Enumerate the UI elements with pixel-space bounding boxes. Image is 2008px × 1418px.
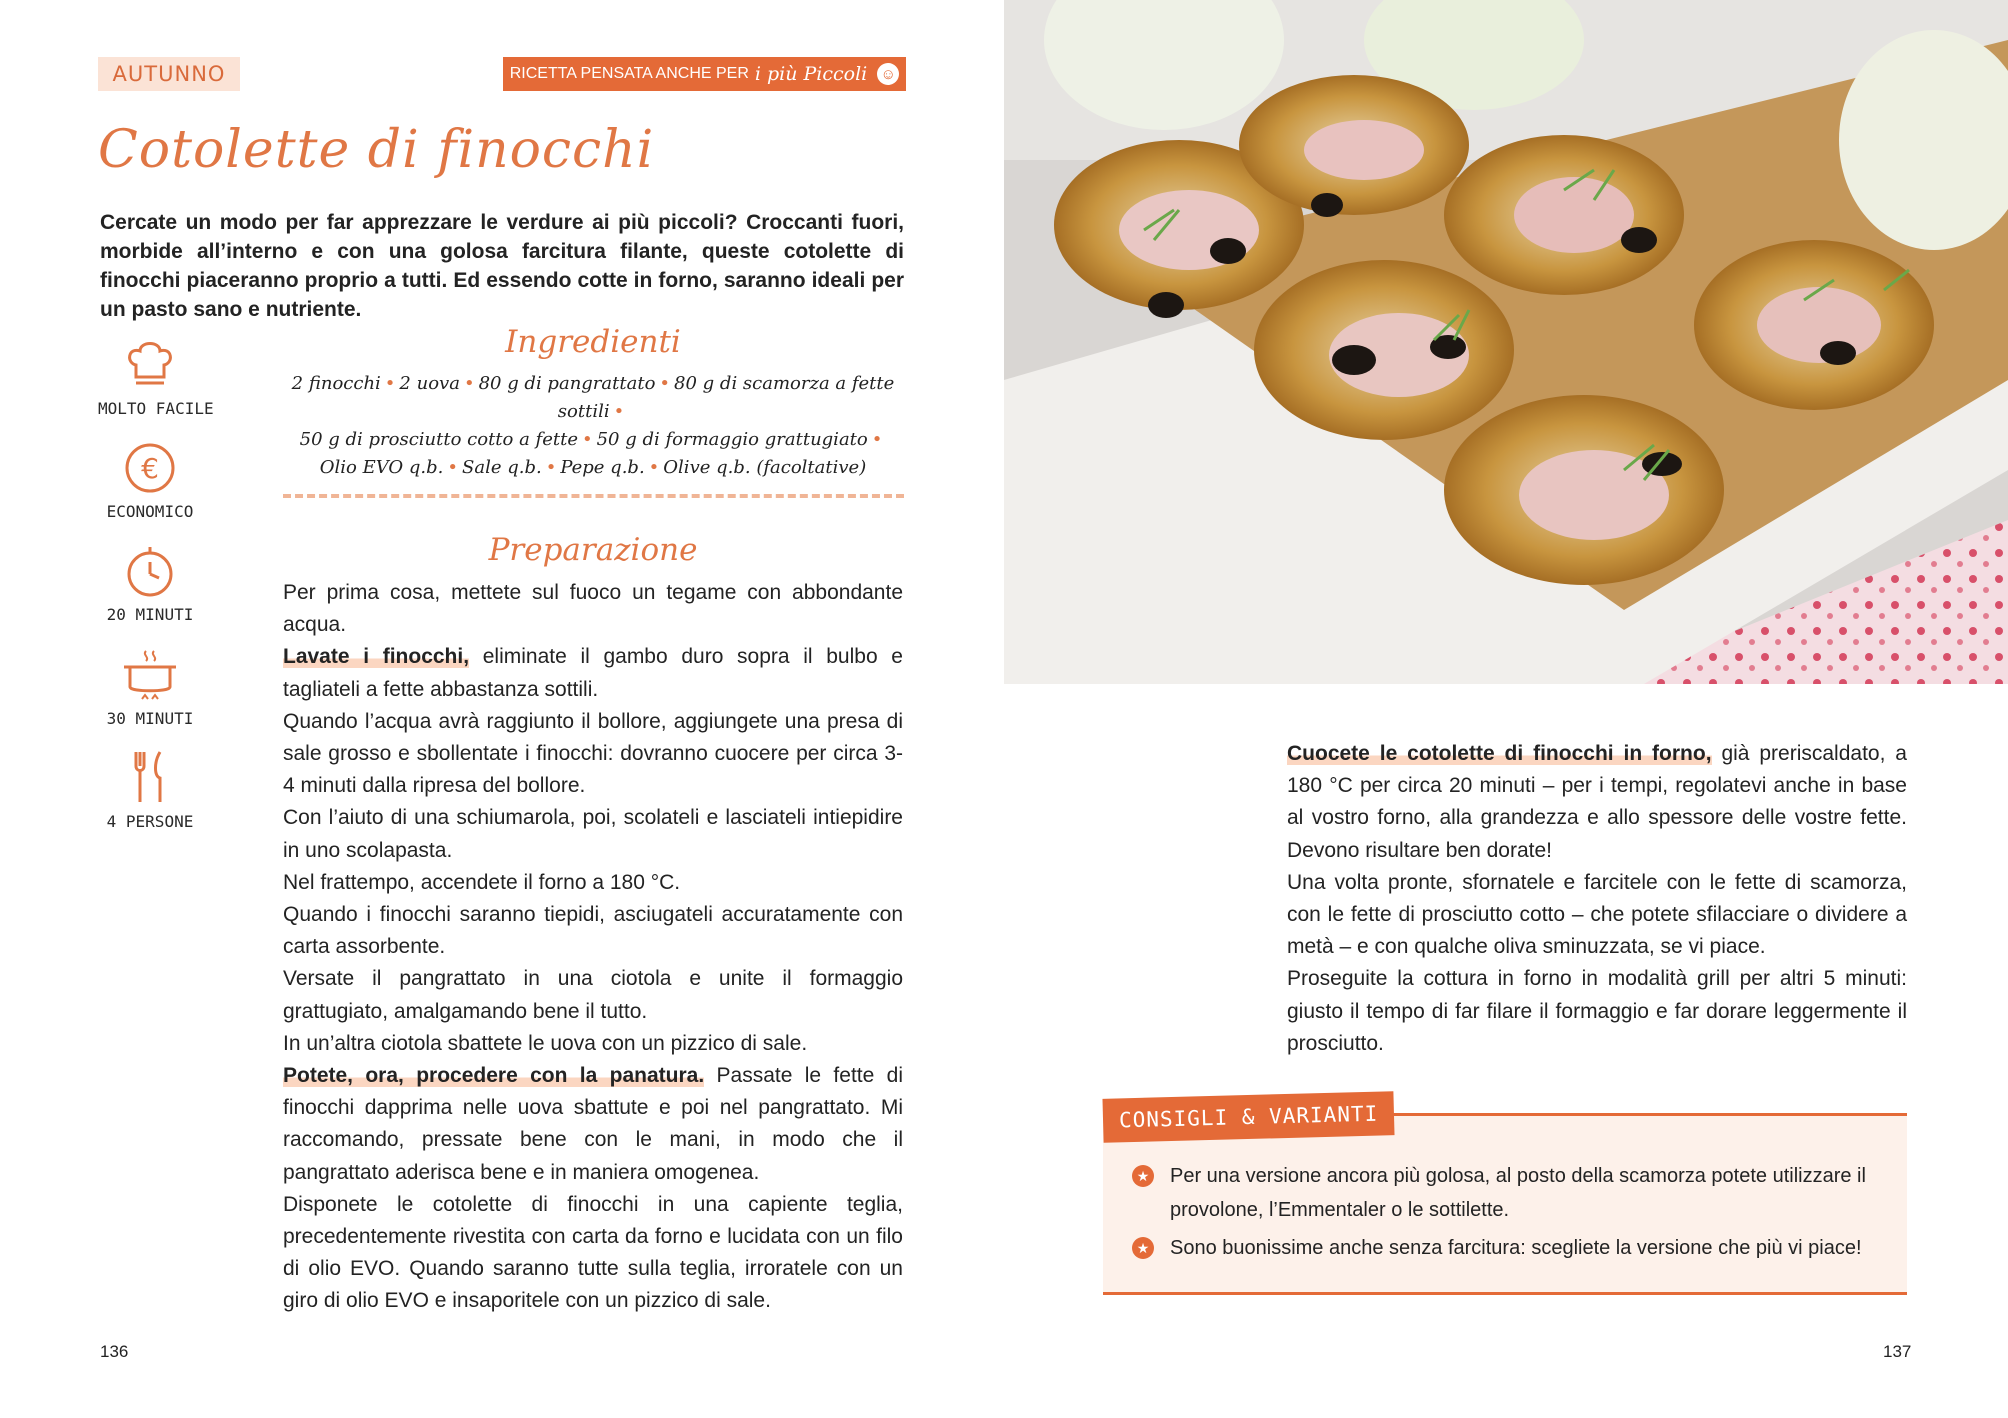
recipe-intro: Cercate un modo per far apprezzare le verdure ai più piccoli? Croccanti fuori, morbide all’interno e con una golosa farcitura filante, queste cotolette di finocchi piaceranno proprio a tutti. Ed essendo cotte in forno, saranno ideali per un pasto sano e nutriente. — [100, 211, 904, 321]
stopwatch-icon — [120, 543, 180, 599]
difficulty-info — [98, 333, 214, 418]
prep-paragraph: Per prima cosa, mettete sul fuoco un tegame con abbondante acqua. — [283, 581, 903, 637]
euro-coin-icon — [120, 440, 180, 496]
ingredient-item: Sale q.b. — [462, 457, 542, 478]
prep-paragraph — [283, 641, 903, 705]
preparation-text — [283, 577, 903, 1318]
prep-paragraph: Versate il pangrattato in una ciotola e unite il formaggio grattugiato, amalgamando bene il tutto. — [283, 967, 903, 1023]
recipe-title: Cotolette di finocchi — [98, 120, 655, 180]
preparation-continued — [1287, 738, 1907, 1060]
difficulty-label: MOLTO FACILE — [98, 399, 214, 418]
cost-label: ECONOMICO — [106, 502, 194, 521]
ingredient-item: 50 g di formaggio grattugiato — [596, 429, 868, 450]
prep-paragraph: In un’altra ciotola sbattete le uova con un pizzico di sale. — [283, 1031, 808, 1055]
prep-highlight: Potete, ora, procedere con la panatura. — [283, 1064, 705, 1088]
prep-paragraph — [283, 1060, 903, 1189]
ingredient-item: Olive q.b. (facoltative) — [663, 457, 867, 478]
ingredient-item: 80 g di pangrattato — [478, 373, 656, 394]
prep-paragraph: Proseguite la cottura in forno in modalità grill per altri 5 minuti: giusto il tempo di far filare il formaggio e far dorare leggermente il prosciutto. — [1287, 967, 1907, 1055]
ingredient-item: 2 uova — [399, 373, 460, 394]
fork-knife-icon — [120, 748, 180, 806]
prep-text: eliminate il gambo duro sopra il bulbo e tagliateli a fette abbastanza sottili. — [283, 645, 903, 701]
preparation-heading: Preparazione — [488, 532, 698, 568]
star-icon: ★ — [1132, 1237, 1154, 1259]
prep-paragraph: Nel frattempo, accendete il forno a 180 °C. — [283, 870, 681, 894]
tips-heading: CONSIGLI & VARIANTI — [1102, 1091, 1394, 1143]
tip-text: Per una versione ancora più golosa, al posto della scamorza potete utilizzare il provolone, l’Emmentaler o le sottilette. — [1170, 1165, 1866, 1221]
ingredient-item: Olio EVO q.b. — [319, 457, 444, 478]
kids-banner-emphasis: i più Piccoli — [754, 63, 868, 85]
ingredient-item: Pepe q.b. — [560, 457, 645, 478]
prep-highlight: Lavate i finocchi, — [283, 645, 470, 669]
prep-paragraph — [1287, 738, 1907, 867]
servings-info — [98, 748, 202, 831]
svg-text:€: € — [141, 452, 159, 485]
prep-time-label: 20 MINUTI — [106, 605, 194, 624]
prep-paragraph: Quando i finocchi saranno tiepidi, asciugateli accuratamente con carta assorbente. — [283, 903, 903, 959]
kids-banner-prefix: RICETTA PENSATA ANCHE PER — [509, 65, 749, 82]
servings-label: 4 PERSONE — [106, 812, 194, 831]
prep-paragraph: Quando l’acqua avrà raggiunto il bollore, aggiungete una presa di sale grosso e sbollentate i finocchi: dovranno cuocere per circa 3-4 minuti dalla ripresa del bollore. — [283, 709, 903, 798]
section-divider — [283, 494, 904, 498]
tips-list — [1130, 1159, 1900, 1269]
ingredients-list: 2 finocchi • 2 uova • 80 g di pangrattato • 80 g di scamorza a fette sottili • 50 g di prosciutto cotto a fette • 50 g di formaggio grattugiato • Olio EVO q.b. • Sale q.b. • Pepe q.b. • Olive q.b. (facoltative) — [291, 373, 895, 478]
star-icon: ★ — [1132, 1165, 1154, 1187]
tip-item — [1130, 1231, 1900, 1265]
prep-text: già preriscaldato, a 180 °C per circa 20 minuti – per i tempi, regolatevi anche in base al vostro forno, alla grandezza e allo spessore delle vostre fette. Devono risultare ben dorate! — [1287, 742, 1907, 862]
prep-text: Passate le fette di finocchi dapprima nelle uova sbattute e poi nel pangrattato. Mi raccomando, pressate bene con le mani, in modo che il pangrattato aderisca bene e in maniera omogenea. — [283, 1064, 903, 1184]
prep-highlight: Cuocete le cotolette di finocchi in forno, — [1287, 742, 1712, 765]
prep-time-info — [98, 543, 202, 624]
season-tag: AUTUNNO — [98, 57, 240, 91]
ingredient-item: 80 g di scamorza a fette sottili — [557, 373, 895, 422]
ingredient-item: 50 g di prosciutto cotto a fette — [299, 429, 578, 450]
ingredient-item: 2 finocchi — [291, 373, 381, 394]
cooking-pot-icon — [118, 645, 182, 703]
chef-hat-icon — [120, 333, 180, 393]
cook-time-label: 30 MINUTI — [106, 709, 194, 728]
page-number-left: 136 — [100, 1342, 129, 1361]
smiley-icon: ☺ — [877, 63, 899, 85]
tip-item — [1130, 1159, 1900, 1227]
cook-time-info — [98, 645, 202, 728]
ingredients-heading: Ingredienti — [505, 324, 681, 360]
prep-paragraph: Una volta pronte, sfornatele e farcitele con le fette di scamorza, con le fette di prosciutto cotto – che potete sfilacciare o dividere a metà – e con qualche oliva sminuzzata, se vi piace. — [1287, 870, 1907, 959]
page-number-right: 137 — [1883, 1342, 1912, 1361]
prep-paragraph: Disponete le cotolette di finocchi in una capiente teglia, precedentemente rivestita con carta da forno e lucidata con un filo di olio EVO. Quando saranno tutte sulla teglia, irroratele con un giro di olio EVO e insaporitele con un pizzico di sale. — [283, 1192, 903, 1313]
recipe-photo — [1004, 0, 2008, 684]
cost-info — [98, 440, 202, 521]
fennel-cutlets-photo — [1004, 0, 2008, 684]
kids-banner — [503, 57, 906, 91]
tip-text: Sono buonissime anche senza farcitura: scegliete la versione che più vi piace! — [1170, 1237, 1862, 1259]
prep-paragraph: Con l’aiuto di una schiumarola, poi, scolateli e lasciateli intiepidire in uno scolapasta. — [283, 806, 903, 862]
